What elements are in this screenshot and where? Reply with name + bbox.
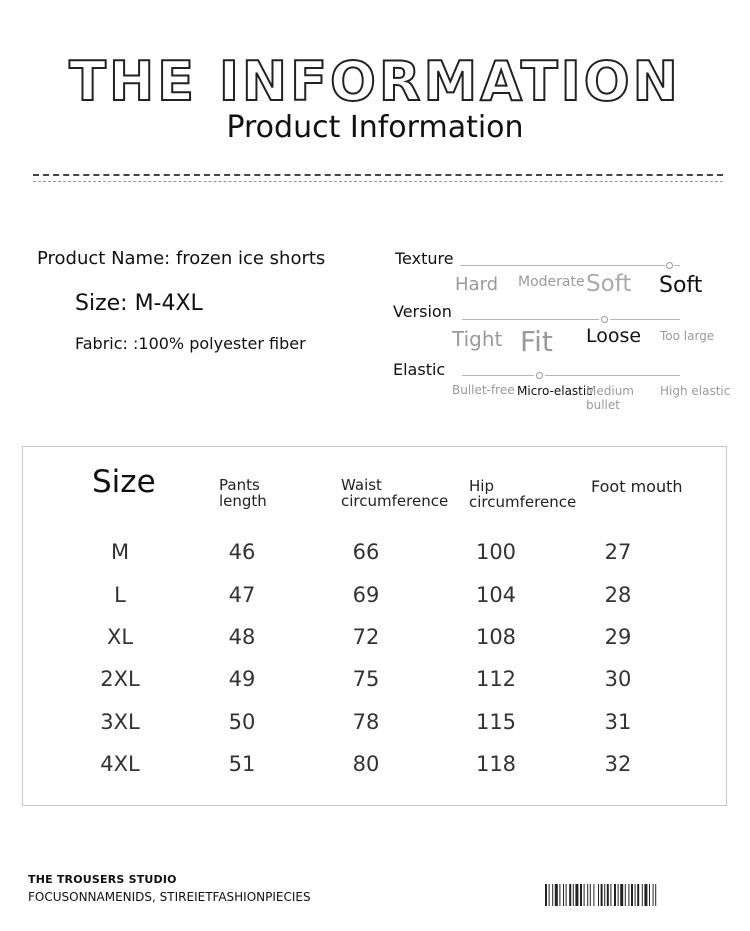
version-option-loose: Loose bbox=[586, 325, 642, 347]
barcode-bar bbox=[593, 884, 594, 906]
barcode-bar bbox=[549, 884, 550, 906]
barcode-bar bbox=[644, 884, 647, 906]
header-hip-circumference: Hip circumference bbox=[469, 477, 577, 511]
texture-line-end bbox=[674, 265, 680, 266]
barcode-bar bbox=[631, 884, 633, 906]
table-cell-size: L bbox=[114, 583, 126, 607]
version-option-too-large: Too large bbox=[660, 329, 715, 343]
table-cell-pants-length: 48 bbox=[228, 625, 256, 649]
texture-option-hard: Hard bbox=[455, 274, 499, 295]
header-waist-circumference: Waist circumference bbox=[341, 476, 449, 510]
barcode-bar bbox=[610, 884, 611, 906]
table-cell-waist: 80 bbox=[352, 752, 380, 776]
divider bbox=[33, 174, 723, 176]
elastic-marker bbox=[536, 372, 543, 379]
elastic-line-end bbox=[545, 375, 680, 376]
version-label: Version bbox=[393, 302, 452, 321]
barcode-bar bbox=[569, 884, 571, 906]
texture-option-soft-selected: Soft bbox=[659, 273, 703, 298]
barcode-bar bbox=[635, 884, 636, 906]
table-cell-pants-length: 49 bbox=[228, 667, 256, 691]
page-subtitle: Product Information bbox=[226, 110, 524, 145]
barcode-graphic bbox=[545, 884, 721, 906]
table-cell-hip: 108 bbox=[475, 625, 517, 649]
table-cell-hip: 112 bbox=[475, 667, 517, 691]
elastic-label: Elastic bbox=[393, 360, 446, 379]
table-cell-size: XL bbox=[106, 625, 134, 649]
barcode-bar bbox=[555, 884, 558, 906]
table-cell-hip: 118 bbox=[475, 752, 517, 776]
barcode-bar bbox=[601, 884, 603, 906]
barcode-bar bbox=[653, 884, 654, 906]
barcode-bar bbox=[566, 884, 567, 906]
table-cell-hip: 100 bbox=[475, 540, 517, 564]
elastic-line bbox=[462, 375, 534, 376]
table-cell-waist: 72 bbox=[352, 625, 380, 649]
barcode-bar bbox=[584, 884, 585, 906]
table-cell-size: 4XL bbox=[100, 752, 140, 776]
version-option-tight: Tight bbox=[452, 327, 503, 351]
studio-tagline: FOCUSONNAMENIDS, STIREIETFASHIONPIECIES bbox=[28, 890, 311, 904]
table-cell-size: 2XL bbox=[100, 667, 140, 691]
texture-option-soft: Soft bbox=[586, 271, 632, 297]
product-fabric: Fabric: :100% polyester fiber bbox=[75, 334, 306, 353]
elastic-option-bullet-free: Bullet-free bbox=[452, 383, 515, 397]
table-cell-pants-length: 47 bbox=[228, 583, 256, 607]
version-marker bbox=[601, 316, 608, 323]
barcode-bar bbox=[552, 884, 553, 906]
barcode-bar bbox=[614, 884, 616, 906]
table-cell-hip: 115 bbox=[475, 710, 517, 734]
table-cell-pants-length: 51 bbox=[228, 752, 256, 776]
barcode-bar bbox=[598, 884, 599, 906]
barcode-bar bbox=[618, 884, 619, 906]
barcode-bar bbox=[559, 884, 560, 906]
header-pants-length: Pants length bbox=[219, 476, 267, 510]
barcode-bar bbox=[604, 884, 605, 906]
table-cell-size: M bbox=[110, 540, 130, 564]
version-line-end bbox=[610, 319, 680, 320]
table-cell-foot-mouth: 32 bbox=[604, 752, 632, 776]
elastic-option-medium-bullet: Medium bullet bbox=[586, 384, 634, 412]
table-cell-hip: 104 bbox=[475, 583, 517, 607]
table-cell-foot-mouth: 31 bbox=[604, 710, 632, 734]
barcode-bar bbox=[573, 884, 574, 906]
table-cell-waist: 75 bbox=[352, 667, 380, 691]
barcode-bar bbox=[607, 884, 609, 906]
header-foot-mouth: Foot mouth bbox=[591, 477, 683, 496]
barcode-bar bbox=[563, 884, 564, 906]
barcode-bar bbox=[637, 884, 639, 906]
version-option-fit: Fit bbox=[520, 325, 553, 358]
barcode-bar bbox=[575, 884, 578, 906]
barcode-bar bbox=[587, 884, 588, 906]
barcode-bar bbox=[649, 884, 650, 906]
table-cell-foot-mouth: 28 bbox=[604, 583, 632, 607]
version-line bbox=[462, 319, 599, 320]
table-cell-foot-mouth: 29 bbox=[604, 625, 632, 649]
table-cell-size: 3XL bbox=[100, 710, 140, 734]
table-cell-waist: 69 bbox=[352, 583, 380, 607]
table-cell-foot-mouth: 30 bbox=[604, 667, 632, 691]
table-cell-waist: 78 bbox=[352, 710, 380, 734]
elastic-option-high-elastic: High elastic bbox=[660, 384, 731, 398]
barcode-bar bbox=[642, 884, 643, 906]
page-title: THE INFORMATION bbox=[69, 50, 681, 113]
barcode-bar bbox=[590, 884, 591, 906]
product-size-range: Size: M-4XL bbox=[75, 291, 203, 316]
barcode-bar bbox=[580, 884, 582, 906]
texture-marker bbox=[666, 262, 673, 269]
barcode-bar bbox=[545, 884, 547, 906]
table-cell-pants-length: 46 bbox=[228, 540, 256, 564]
barcode-bar bbox=[628, 884, 629, 906]
table-cell-foot-mouth: 27 bbox=[604, 540, 632, 564]
texture-line bbox=[460, 265, 665, 266]
table-cell-pants-length: 50 bbox=[228, 710, 256, 734]
barcode-bar bbox=[620, 884, 623, 906]
table-cell-waist: 66 bbox=[352, 540, 380, 564]
elastic-option-micro-elastic: Micro-elastic bbox=[517, 384, 593, 398]
barcode-bar bbox=[655, 884, 656, 906]
texture-option-moderate: Moderate bbox=[518, 274, 585, 290]
studio-name: THE TROUSERS STUDIO bbox=[28, 873, 177, 886]
divider-secondary bbox=[33, 181, 723, 182]
barcode-bar bbox=[625, 884, 626, 906]
product-name: Product Name: frozen ice shorts bbox=[37, 248, 326, 269]
texture-label: Texture bbox=[395, 249, 454, 268]
header-size: Size bbox=[92, 464, 156, 500]
